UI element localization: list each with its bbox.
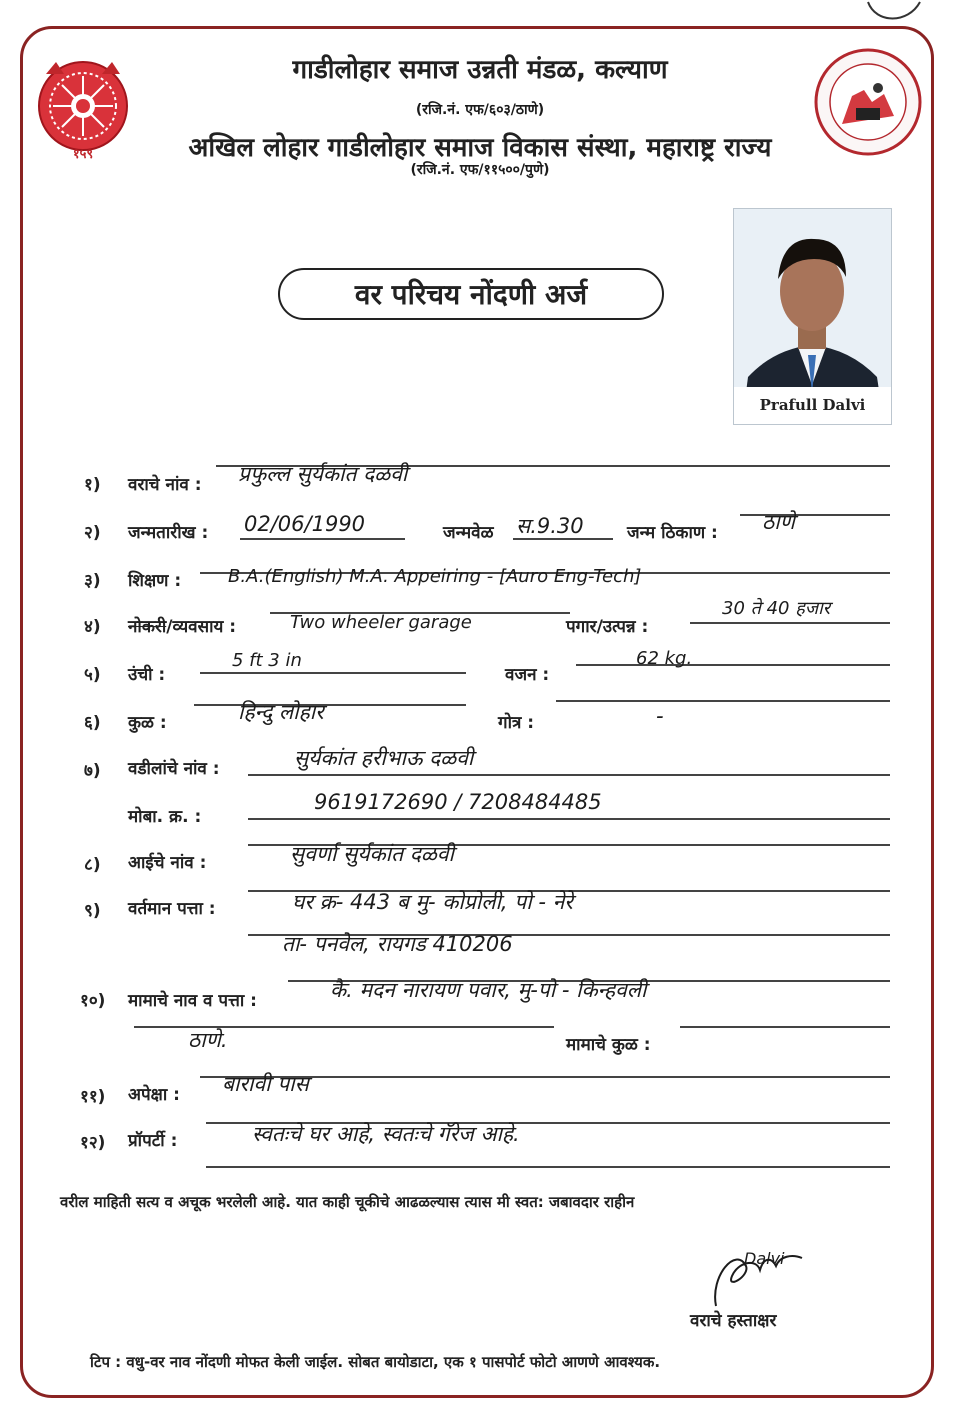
field-number: ५) xyxy=(84,665,101,685)
field-label-groom-name: वराचे नांव : xyxy=(128,475,202,495)
field-value-education: B.A.(English) M.A. Appeiring - [Auro Eng-Tech] xyxy=(228,566,642,587)
field-number: ४) xyxy=(84,617,101,637)
declaration-text: वरील माहिती सत्य व अचूक भरलेली आहे. यात काही चूकीचे आढळल्यास त्यास मी स्वत: जबावदार राहीन xyxy=(60,1193,635,1211)
field-number: ७) xyxy=(84,761,101,781)
field-value-income: 30 ते 40 हजार xyxy=(722,598,831,619)
field-value-groom-name: प्रफुल्ल सुर्यकांत दळवी xyxy=(238,462,408,486)
form-title: वर परिचय नोंदणी अर्ज xyxy=(278,268,664,320)
field-label-income: पगार/उत्पन्न : xyxy=(566,617,649,637)
field-label-mobile: मोबा. क्र. : xyxy=(128,807,202,827)
field-label-education: शिक्षण : xyxy=(128,571,182,591)
field-value-father-name: सुर्यकांत हरीभाऊ दळवी xyxy=(294,746,474,770)
field-number: ९) xyxy=(84,901,101,921)
signature-label: वराचे हस्ताक्षर xyxy=(690,1311,777,1331)
passport-photo xyxy=(733,208,892,425)
field-value-mobile: 9619172690 / 7208484485 xyxy=(314,790,602,814)
field-number: १२) xyxy=(80,1133,106,1153)
field-label-occupation xyxy=(128,614,236,637)
field-value-address-line1: घर क्र- 443 ब मु- कोप्रोली, पो - नेरे xyxy=(292,890,573,914)
field-label-height: उंची : xyxy=(128,665,166,685)
field-number: ८) xyxy=(84,855,101,875)
field-label-dob: जन्मतारीख : xyxy=(128,523,209,543)
corner-scribble xyxy=(862,0,926,22)
field-value-birth-place: ठाणे xyxy=(762,510,795,534)
struck-label-job: नोकरी xyxy=(128,617,167,637)
field-number: ११) xyxy=(80,1087,106,1107)
person-portrait-icon xyxy=(734,209,891,424)
registration-number-1: (रजि.नं. एफ/६०३/ठाणे) xyxy=(415,102,545,118)
field-value-address-line2: ता- पनवेल, रायगड 410206 xyxy=(282,932,513,956)
photo-caption: Prafull Dalvi xyxy=(759,396,866,414)
label-business: /व्यवसाय : xyxy=(166,617,237,637)
field-label-father-name: वडीलांचे नांव : xyxy=(128,759,220,779)
field-value-mother-name: सुवर्णा सुर्यकांत दळवी xyxy=(290,842,454,866)
field-value-height: 5 ft 3 in xyxy=(232,650,302,671)
signature-text: Dalvi xyxy=(744,1249,785,1268)
field-value-property: स्वतःचे घर आहे, स्वतःचे गॅरेज आहे. xyxy=(252,1122,520,1146)
field-label-property: प्रॉपर्टी : xyxy=(128,1131,178,1151)
field-label-clan: कुळ : xyxy=(128,713,167,733)
field-value-weight: 62 kg. xyxy=(636,648,693,669)
field-label-birth-place: जन्म ठिकाण : xyxy=(627,523,718,543)
field-value-birth-time: स.9.30 xyxy=(516,514,584,538)
field-label-birth-time: जन्मवेळ xyxy=(443,523,494,543)
field-label-address: वर्तमान पत्ता : xyxy=(128,899,216,919)
field-label-maternal-clan: मामाचे कुळ : xyxy=(566,1035,651,1055)
footer-note: टिप : वधु-वर नाव नोंदणी मोफत केली जाईल. सोबत बायोडाटा, एक १ पासपोर्ट फोटो आणणे आवश्यक. xyxy=(90,1353,661,1371)
registration-number-2: (रजि.नं. एफ/११५००/पुणे) xyxy=(410,162,550,178)
field-value-clan: हिन्दु लोहार xyxy=(238,700,324,724)
field-number: ३) xyxy=(84,571,101,591)
field-label-mother-name: आईचे नांव : xyxy=(128,853,207,873)
field-number: २) xyxy=(84,523,101,543)
field-number: १०) xyxy=(80,991,106,1011)
field-label-maternal-uncle: मामाचे नाव व पत्ता : xyxy=(128,991,257,1011)
field-number: ६) xyxy=(84,713,101,733)
field-value-gotra: - xyxy=(656,704,664,728)
field-number: १) xyxy=(84,475,101,495)
field-label-weight: वजन : xyxy=(505,665,550,685)
organization-name-1: गाडीलोहार समाज उन्नती मंडळ, कल्याण xyxy=(292,55,668,85)
field-value-expectation: बारावी पास xyxy=(222,1072,309,1096)
groom-signature xyxy=(706,1236,816,1316)
field-value-maternal-uncle-line2: ठाणे. xyxy=(188,1028,228,1052)
emblem-year: १५९ xyxy=(72,147,94,162)
field-value-dob: 02/06/1990 xyxy=(244,512,366,536)
organization-name-2: अखिल लोहार गाडीलोहार समाज विकास संस्था, महाराष्ट्र राज्य xyxy=(188,133,772,163)
field-label-expectation: अपेक्षा : xyxy=(128,1085,180,1105)
field-value-occupation: Two wheeler garage xyxy=(290,612,472,633)
field-label-gotra: गोत्र : xyxy=(498,713,535,733)
field-value-maternal-uncle-line1: कै. मदन नारायण पवार, मु-पो - किन्हवली xyxy=(330,978,647,1002)
